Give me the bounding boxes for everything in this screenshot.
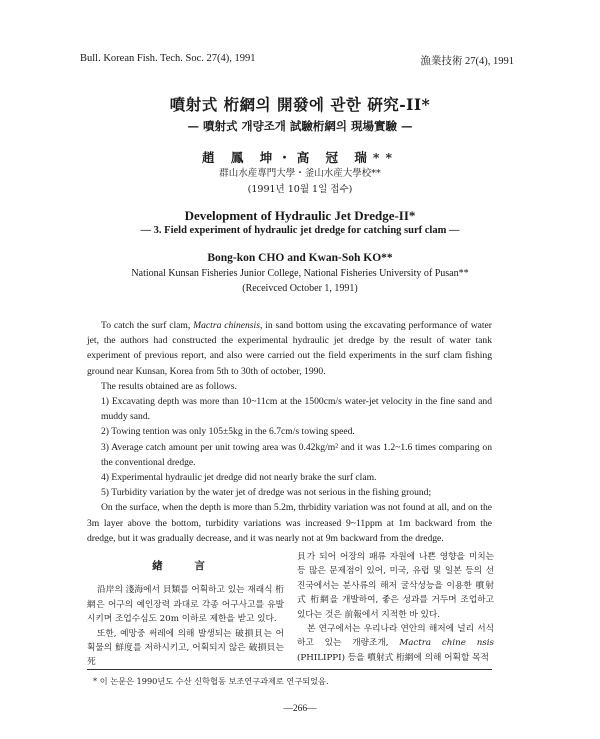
footnote-divider xyxy=(87,669,492,670)
section-heading: 緖 言 xyxy=(152,560,219,572)
authors-korean: 趙 鳳 坤・高 冠 瑞** xyxy=(202,150,398,165)
footnote: * 이 논문은 1990년도 수산 신학협동 보조연구과제로 연구되었음. xyxy=(93,676,329,686)
body-text: 본 연구에서는 우리나라 연안의 해저에 널리 서식하고 있는 개량조개, xyxy=(297,624,494,649)
body-paragraph: 沿岸의 淺海에서 貝類를 어획하고 있는 재래식 桁網은 어구의 예인장력 과대로 각종 어구사고를 유발시키며 조업수심도 20m 이하로 제한을 받고 있다. xyxy=(87,585,284,625)
body-text: (PHILIPPI) 등을 噴射式 桁網에 의해 어획할 목적 xyxy=(297,652,489,663)
received-date-english: (Receivced October 1, 1991) xyxy=(242,283,358,294)
body-paragraph: 또한, 예망중 써레에 의해 발생되는 破損貝는 어획물의 鮮度를 저하시키고, 어획되지 않은 破損貝는 死 xyxy=(87,628,284,668)
result-item: 1) Excavating depth was more than 10~11cm at the 1500cm/s water-jet velocity in the fine sand and muddy sand. xyxy=(101,396,492,423)
running-header-left: Bull. Korean Fish. Tech. Soc. 27(4), 1991 xyxy=(80,53,256,64)
abstract-paragraph: On the surface, when the depth is more than 5.2m, thrbidity variation was not found at all, and on the 3m layer above the bottom, turbidity variations was increased 9~11ppm at 1m backward from the dredge, but it was gradually decrease, and it was nearly not at 9m backward from the dredge. xyxy=(87,502,492,544)
abstract-paragraph xyxy=(87,318,492,379)
authors-english: Bong-kon CHO and Kwan-Soh KO** xyxy=(207,252,393,264)
title-english: Development of Hydraulic Jet Dredge-II* xyxy=(184,208,416,223)
subtitle-korean: — 噴射式 개량조개 試驗桁網의 現場實驗 — xyxy=(187,119,413,133)
title-korean: 噴射式 桁網의 開發에 관한 硏究-II* xyxy=(169,95,431,114)
species-name: Mactra chine nsis xyxy=(399,638,494,649)
body-paragraph: 貝가 되어 어장의 패류 자원에 나쁜 영향을 미치는 등 많은 문제점이 있어, 미국, 유럽 및 일본 등의 선진국에서는 분사류의 해저 굴삭성능을 이용한 噴射式 桁網을 개발하여, 좋은 성과를 거두며 조업하고 있다는 것은 前報에서 지적한 바 있다. xyxy=(297,552,494,620)
body-column-right xyxy=(297,550,494,665)
abstract xyxy=(87,318,492,546)
body-column-left xyxy=(87,553,284,670)
abstract-text: To catch the surf clam, xyxy=(101,320,194,331)
affiliation-english: National Kunsan Fisheries Junior College, National Fisheries University of Pusan** xyxy=(131,268,469,279)
affiliation-korean: 群山水産專門大學・釜山水産大學校** xyxy=(219,168,381,179)
page-number: —266— xyxy=(283,704,317,714)
received-date-korean: (1991년 10월 1일 접수) xyxy=(247,184,353,195)
result-item: 2) Towing tention was only 105±5kg in the 6.7cm/s towing speed. xyxy=(101,426,355,438)
species-name: Mactra chinensis xyxy=(193,320,260,331)
body-paragraph xyxy=(297,622,494,665)
result-item: 4) Experimental hydraulic jet dredge did not nearly brake the surf clam. xyxy=(101,472,377,484)
running-header-right: 漁業技術 27(4), 1991 xyxy=(420,56,514,67)
result-item: 3) Average catch amount per unit towing area was 0.42kg/m² and it was 1.2~1.6 times comparing on the conventional dredge. xyxy=(101,441,492,468)
abstract-text: , in sand bottom using the excavating performance of water jet, the authors had constructed the experimental hydraulic jet dredge by the result of water tank experiment of previous report, and also were carried out the field experiments in the surf clam fishing ground near Kunsan, Korea from 5th to 30th of october, 1990. xyxy=(87,320,492,377)
subtitle-english: — 3. Field experiment of hydraulic jet dredge for catching surf clam — xyxy=(140,225,460,236)
abstract-paragraph: The results obtained are as follows. xyxy=(101,380,237,392)
result-item: 5) Turbidity variation by the water jet of dredge was not serious in the fishing ground; xyxy=(101,487,432,499)
